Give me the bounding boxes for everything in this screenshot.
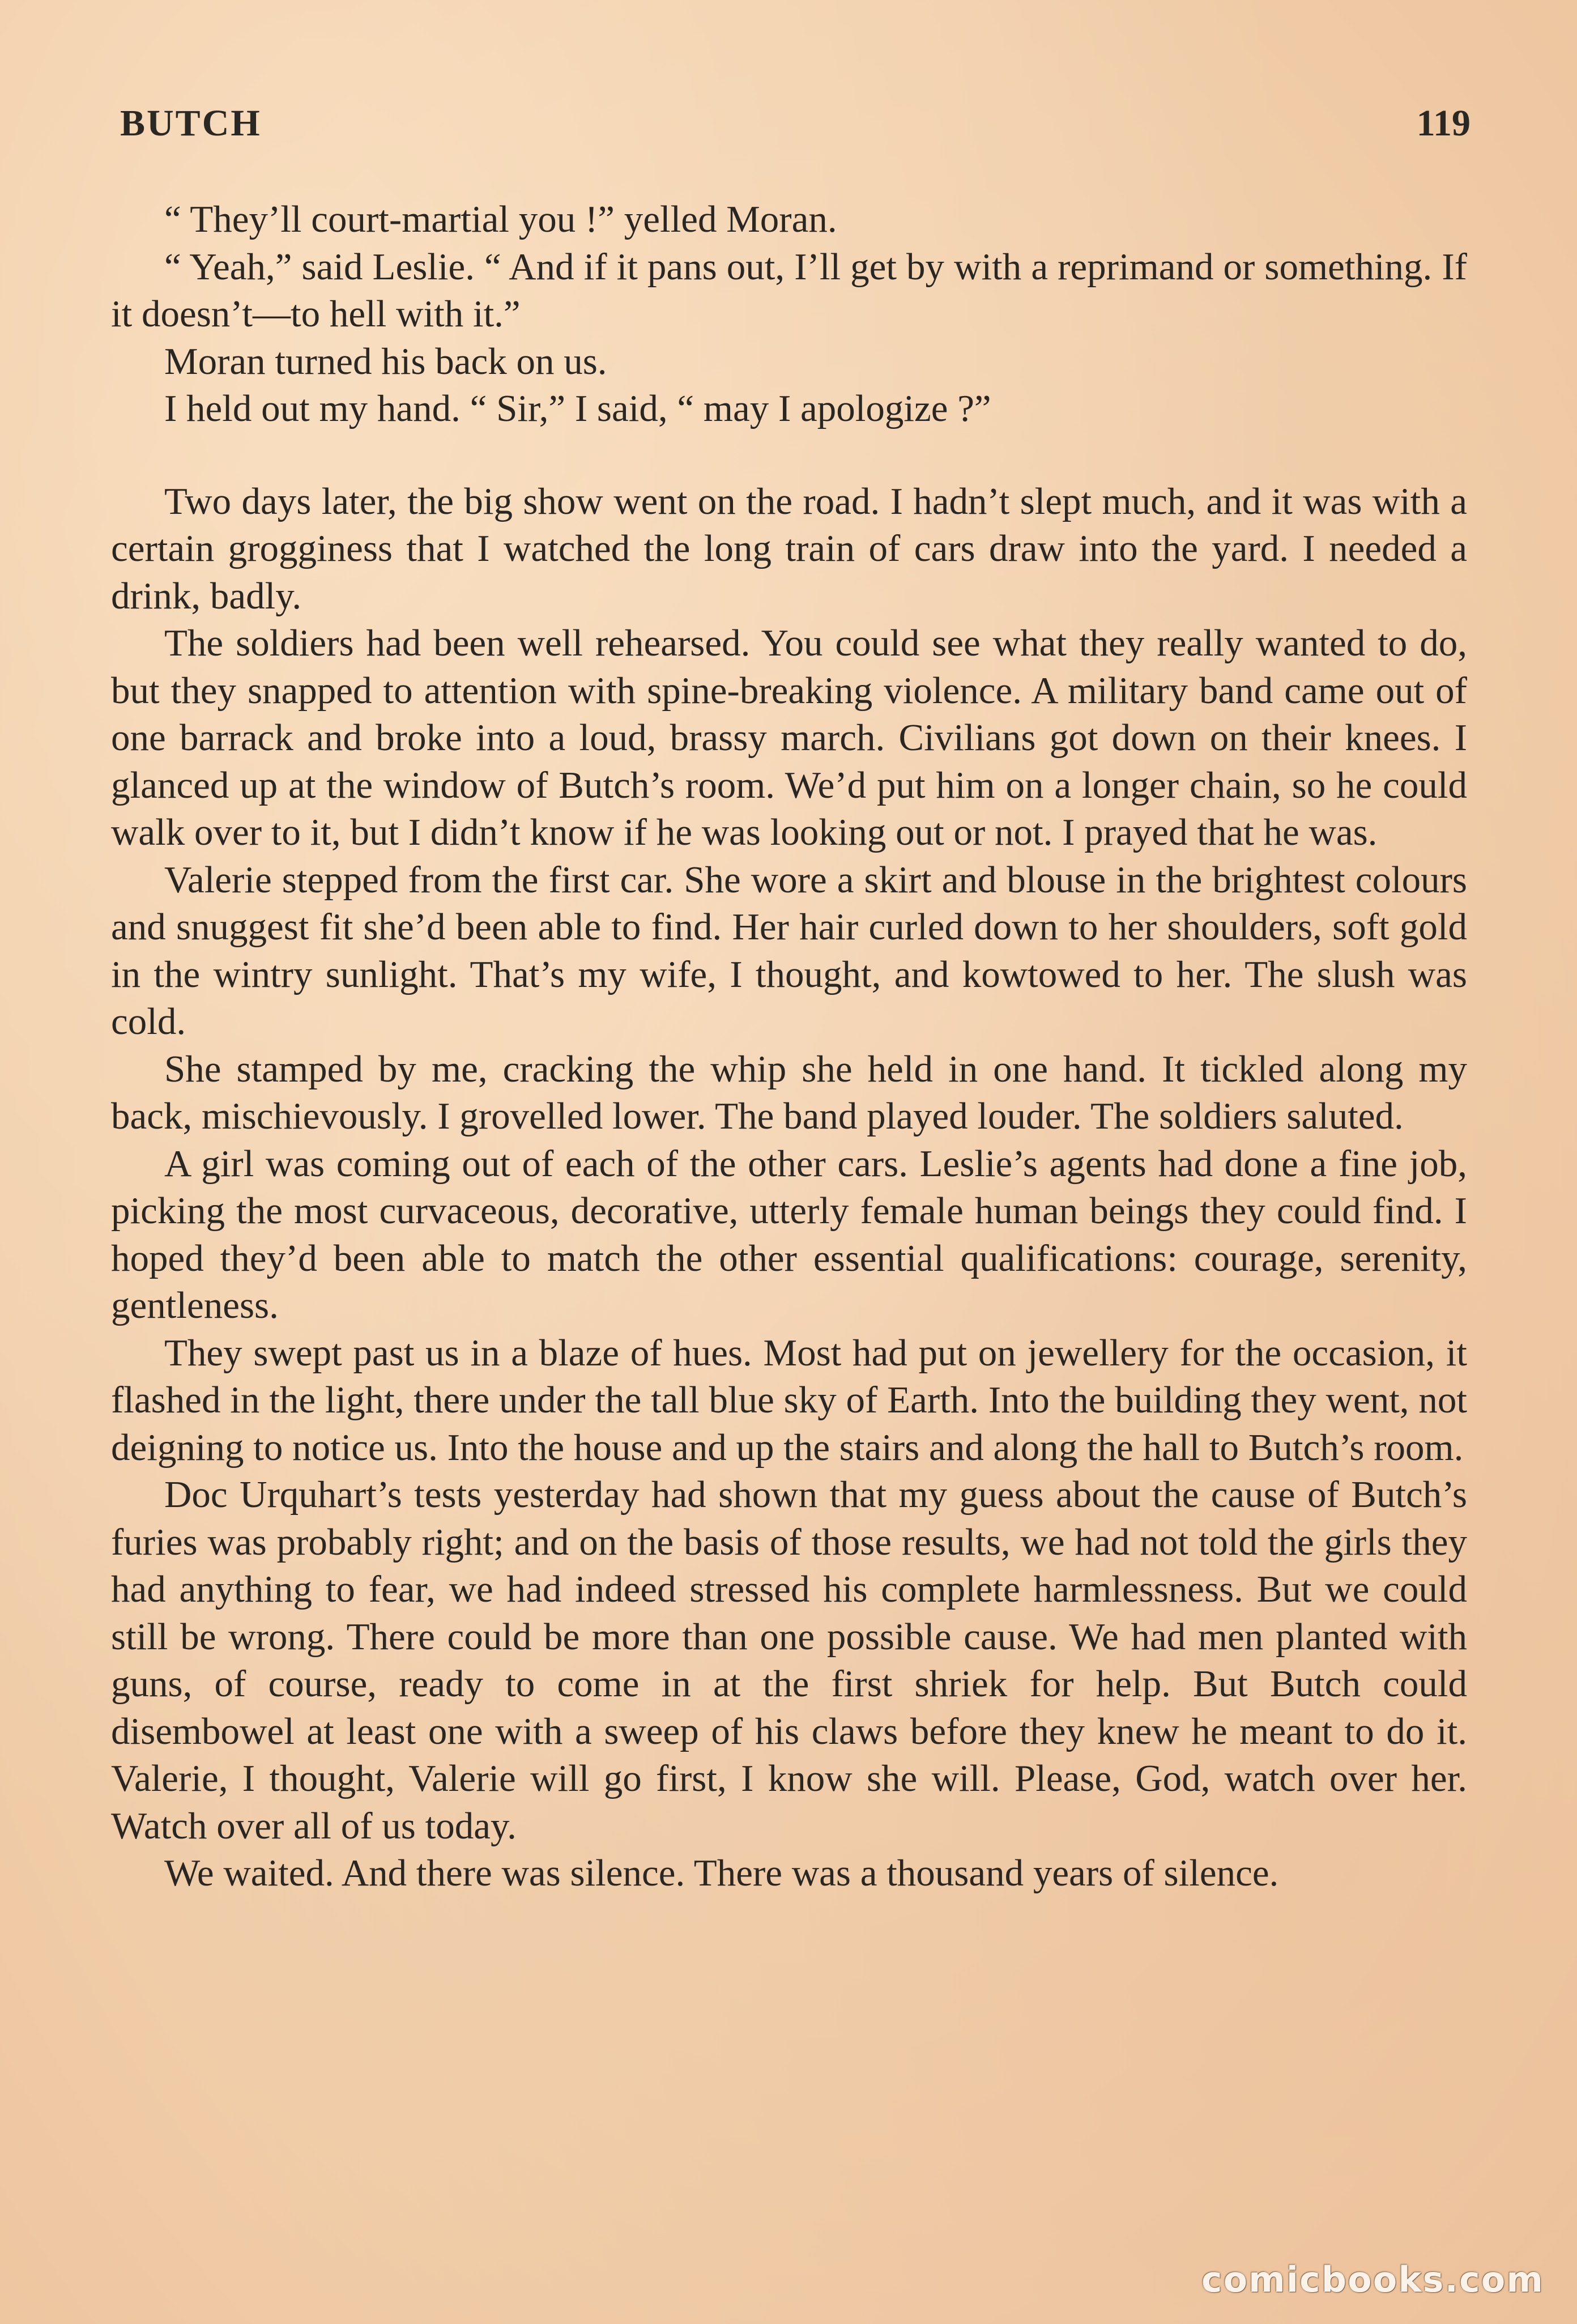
- body-text: [111, 196, 1467, 1897]
- paragraph: They swept past us in a blaze of hues. Most had put on jewellery for the occasion, it flashed in the light, there under the tall blue sky of Earth. Into the building they went, not deigning to notice us. Into the house and up the stairs and along the hall to Butch’s room.: [111, 1331, 1467, 1469]
- paragraph: Two days later, the big show went on the road. I hadn’t slept much, and it was with a certain grogginess that I watched the long train of cars draw into the yard. I needed a drink, badly.: [111, 480, 1467, 617]
- paragraph: A girl was coming out of each of the other cars. Leslie’s agents had done a fine job, picking the most curvaceous, decorative, utterly female human beings they could find. I hoped they’d been able to match the other essential qualifications: courage, serenity, gentleness.: [111, 1142, 1467, 1326]
- paragraph: We waited. And there was silence. There was a thousand years of silence.: [164, 1852, 1279, 1894]
- running-head-title: BUTCH: [120, 103, 262, 144]
- page-number: 119: [1416, 103, 1471, 144]
- paragraph: Moran turned his back on us.: [164, 340, 607, 382]
- section-break: [111, 433, 1467, 478]
- paragraph: The soldiers had been well rehearsed. You could see what they really wanted to do, but they snapped to attention with spine-breaking violence. A military band came out of one barrack and broke into a loud, brassy march. Civilians got down on their knees. I glanced up at the window of Butch’s room. We’d put him on a longer chain, so he could walk over to it, but I didn’t know if he was looking out or not. I prayed that he was.: [111, 622, 1467, 853]
- paragraph: “ Yeah,” said Leslie. “ And if it pans out, I’ll get by with a reprimand or something. If it doesn’t—to hell with it.”: [111, 245, 1467, 335]
- paragraph: “ They’ll court-martial you !” yelled Moran.: [164, 198, 837, 240]
- paragraph: Valerie stepped from the first car. She wore a skirt and blouse in the brightest colours and snuggest fit she’d been able to find. Her hair curled down to her shoulders, soft gold in the wintry sunlight. That’s my wife, I thought, and kowtowed to her. The slush was cold.: [111, 858, 1467, 1042]
- paragraph: I held out my hand. “ Sir,” I said, “ may I apologize ?”: [164, 388, 991, 429]
- watermark: comicbooks.com: [1201, 2259, 1544, 2300]
- paragraph: Doc Urquhart’s tests yesterday had shown that my guess about the cause of Butch’s furies was probably right; and on the basis of those results, we had not told the girls they had anything to fear, we had indeed stressed his complete harmlessness. But we could still be wrong. There could be more than one possible cause. We had men planted with guns, of course, ready to come in at the first shriek for help. But Butch could disembowel at least one with a sweep of his claws before they knew he meant to do it. Valerie, I thought, Valerie will go first, I know she will. Please, God, watch over her. Watch over all of us today.: [111, 1474, 1467, 1847]
- paragraph: She stamped by me, cracking the whip she held in one hand. It tickled along my back, mischievously. I grovelled lower. The band played louder. The soldiers saluted.: [111, 1048, 1467, 1137]
